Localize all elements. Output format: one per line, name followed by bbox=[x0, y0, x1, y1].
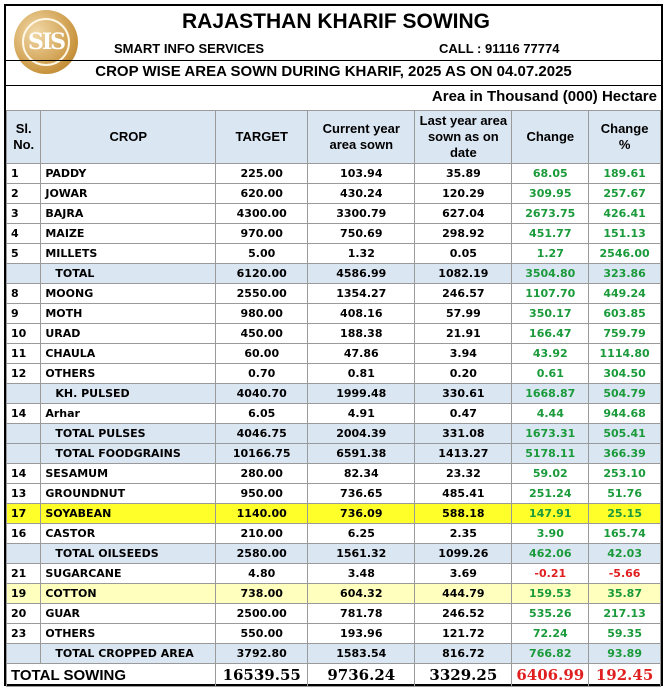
cell-target: 3792.80 bbox=[216, 644, 308, 664]
cell-sl: 9 bbox=[7, 304, 41, 324]
cell-pct: 366.39 bbox=[589, 444, 661, 464]
cell-target: 4.80 bbox=[216, 564, 308, 584]
cell-sl: 14 bbox=[7, 404, 41, 424]
cell-crop: PADDY bbox=[41, 164, 216, 184]
cell-change: 3504.80 bbox=[512, 264, 589, 284]
cell-crop: Arhar bbox=[41, 404, 216, 424]
cell-change: 535.26 bbox=[512, 604, 589, 624]
cell-last: 3329.25 bbox=[415, 664, 512, 687]
cell-target: 2500.00 bbox=[216, 604, 308, 624]
col-header-current: Current year area sown bbox=[308, 111, 415, 164]
cell-pct: 253.10 bbox=[589, 464, 661, 484]
cell-change: 766.82 bbox=[512, 644, 589, 664]
cell-pct: 42.03 bbox=[589, 544, 661, 564]
cell-current: 3.48 bbox=[308, 564, 415, 584]
cell-current: 1354.27 bbox=[308, 284, 415, 304]
cell-crop: MOTH bbox=[41, 304, 216, 324]
cell-last: 588.18 bbox=[415, 504, 512, 524]
cell-change: -0.21 bbox=[512, 564, 589, 584]
table-row bbox=[7, 404, 661, 424]
cell-crop: COTTON bbox=[41, 584, 216, 604]
sowing-table bbox=[6, 110, 661, 687]
cell-change: 1668.87 bbox=[512, 384, 589, 404]
cell-sl: 20 bbox=[7, 604, 41, 624]
cell-crop: MOONG bbox=[41, 284, 216, 304]
cell-crop: URAD bbox=[41, 324, 216, 344]
cell-crop: CHAULA bbox=[41, 344, 216, 364]
cell-last: 246.52 bbox=[415, 604, 512, 624]
cell-last: 0.20 bbox=[415, 364, 512, 384]
col-header-last: Last year area sown as on date bbox=[415, 111, 512, 164]
table-row bbox=[7, 624, 661, 644]
table-row bbox=[7, 184, 661, 204]
cell-current: 781.78 bbox=[308, 604, 415, 624]
cell-crop: GROUNDNUT bbox=[41, 484, 216, 504]
cell-sl: 8 bbox=[7, 284, 41, 304]
table-header-row bbox=[7, 111, 661, 164]
cell-current: 1.32 bbox=[308, 244, 415, 264]
cell-sl bbox=[7, 264, 41, 284]
cell-crop: OTHERS bbox=[41, 624, 216, 644]
table-row bbox=[7, 244, 661, 264]
cell-sl: 10 bbox=[7, 324, 41, 344]
cell-current: 3300.79 bbox=[308, 204, 415, 224]
cell-crop: MAIZE bbox=[41, 224, 216, 244]
cell-pct: 151.13 bbox=[589, 224, 661, 244]
cell-sl: 14 bbox=[7, 464, 41, 484]
cell-last: 331.08 bbox=[415, 424, 512, 444]
cell-last: 816.72 bbox=[415, 644, 512, 664]
cell-crop: TOTAL bbox=[41, 264, 216, 284]
cell-pct: 759.79 bbox=[589, 324, 661, 344]
cell-current: 736.09 bbox=[308, 504, 415, 524]
cell-current: 188.38 bbox=[308, 324, 415, 344]
cell-sl bbox=[7, 644, 41, 664]
cell-last: 23.32 bbox=[415, 464, 512, 484]
subtotal-row bbox=[7, 384, 661, 404]
cell-sl: 11 bbox=[7, 344, 41, 364]
cell-target: 4300.00 bbox=[216, 204, 308, 224]
cell-change: 159.53 bbox=[512, 584, 589, 604]
cell-target: 0.70 bbox=[216, 364, 308, 384]
cell-pct: 449.24 bbox=[589, 284, 661, 304]
cell-sl bbox=[7, 544, 41, 564]
cell-change: 166.47 bbox=[512, 324, 589, 344]
table-row bbox=[7, 224, 661, 244]
cell-change: 4.44 bbox=[512, 404, 589, 424]
divider bbox=[6, 85, 661, 86]
cell-last: 1082.19 bbox=[415, 264, 512, 284]
cell-change: 451.77 bbox=[512, 224, 589, 244]
cell-sl: 5 bbox=[7, 244, 41, 264]
cell-last: 121.72 bbox=[415, 624, 512, 644]
cell-target: 6.05 bbox=[216, 404, 308, 424]
report-sheet bbox=[4, 4, 663, 686]
cell-change: 1.27 bbox=[512, 244, 589, 264]
cell-target: 2550.00 bbox=[216, 284, 308, 304]
cell-target: 950.00 bbox=[216, 484, 308, 504]
cell-change: 68.05 bbox=[512, 164, 589, 184]
cell-last: 21.91 bbox=[415, 324, 512, 344]
cell-current: 430.24 bbox=[308, 184, 415, 204]
cell-target: 1140.00 bbox=[216, 504, 308, 524]
cell-target: 10166.75 bbox=[216, 444, 308, 464]
cell-last: 57.99 bbox=[415, 304, 512, 324]
table-row bbox=[7, 564, 661, 584]
cell-sl: 16 bbox=[7, 524, 41, 544]
cell-current: 1561.32 bbox=[308, 544, 415, 564]
subtotal-row bbox=[7, 424, 661, 444]
cell-change: 72.24 bbox=[512, 624, 589, 644]
cell-sl bbox=[7, 424, 41, 444]
cell-current: 4.91 bbox=[308, 404, 415, 424]
cell-change: 0.61 bbox=[512, 364, 589, 384]
cell-crop: GUAR bbox=[41, 604, 216, 624]
table-row bbox=[7, 584, 661, 604]
cell-last: 444.79 bbox=[415, 584, 512, 604]
cell-pct: 93.89 bbox=[589, 644, 661, 664]
cell-target: 60.00 bbox=[216, 344, 308, 364]
cell-target: 6120.00 bbox=[216, 264, 308, 284]
cell-last: 246.57 bbox=[415, 284, 512, 304]
cell-current: 82.34 bbox=[308, 464, 415, 484]
cell-current: 408.16 bbox=[308, 304, 415, 324]
cell-pct: 25.15 bbox=[589, 504, 661, 524]
call-number: CALL : 91116 77774 bbox=[439, 41, 560, 56]
cell-target: 210.00 bbox=[216, 524, 308, 544]
cell-crop: KH. PULSED bbox=[41, 384, 216, 404]
cell-current: 9736.24 bbox=[308, 664, 415, 687]
cell-sl: 23 bbox=[7, 624, 41, 644]
cell-current: 6591.38 bbox=[308, 444, 415, 464]
cell-change: 147.91 bbox=[512, 504, 589, 524]
cell-pct: 504.79 bbox=[589, 384, 661, 404]
cell-crop: SOYABEAN bbox=[41, 504, 216, 524]
cell-current: 4586.99 bbox=[308, 264, 415, 284]
subtotal-row bbox=[7, 644, 661, 664]
cell-sl: 21 bbox=[7, 564, 41, 584]
cell-sl: 3 bbox=[7, 204, 41, 224]
cell-crop: BAJRA bbox=[41, 204, 216, 224]
table-row bbox=[7, 284, 661, 304]
cell-change: 59.02 bbox=[512, 464, 589, 484]
cell-pct: 217.13 bbox=[589, 604, 661, 624]
page-title: RAJASTHAN KHARIF SOWING bbox=[182, 10, 490, 33]
cell-sl: 17 bbox=[7, 504, 41, 524]
cell-pct: 304.50 bbox=[589, 364, 661, 384]
grand-total-row bbox=[7, 664, 661, 687]
cell-target: 225.00 bbox=[216, 164, 308, 184]
cell-sl: 1 bbox=[7, 164, 41, 184]
table-row bbox=[7, 604, 661, 624]
cell-crop: TOTAL CROPPED AREA bbox=[41, 644, 216, 664]
table-row bbox=[7, 464, 661, 484]
cell-change: 2673.75 bbox=[512, 204, 589, 224]
cell-sl: 19 bbox=[7, 584, 41, 604]
col-header-change-pct: Change % bbox=[589, 111, 661, 164]
cell-change: 6406.99 bbox=[512, 664, 589, 687]
cell-pct: 1114.80 bbox=[589, 344, 661, 364]
cell-current: 2004.39 bbox=[308, 424, 415, 444]
table-row bbox=[7, 524, 661, 544]
cell-pct: 323.86 bbox=[589, 264, 661, 284]
cell-last: 0.47 bbox=[415, 404, 512, 424]
cell-last: 1413.27 bbox=[415, 444, 512, 464]
cell-target: 550.00 bbox=[216, 624, 308, 644]
col-header-change: Change bbox=[512, 111, 589, 164]
cell-last: 3.69 bbox=[415, 564, 512, 584]
cell-target: 4040.70 bbox=[216, 384, 308, 404]
cell-current: 6.25 bbox=[308, 524, 415, 544]
cell-crop: JOWAR bbox=[41, 184, 216, 204]
cell-change: 1107.70 bbox=[512, 284, 589, 304]
cell-last: 0.05 bbox=[415, 244, 512, 264]
cell-pct: 603.85 bbox=[589, 304, 661, 324]
cell-target: 280.00 bbox=[216, 464, 308, 484]
table-row bbox=[7, 324, 661, 344]
cell-last: 330.61 bbox=[415, 384, 512, 404]
sis-logo-icon: SIS bbox=[14, 10, 78, 74]
cell-change: 309.95 bbox=[512, 184, 589, 204]
cell-crop: MILLETS bbox=[41, 244, 216, 264]
cell-pct: 505.41 bbox=[589, 424, 661, 444]
cell-crop: SESAMUM bbox=[41, 464, 216, 484]
cell-current: 750.69 bbox=[308, 224, 415, 244]
cell-last: 120.29 bbox=[415, 184, 512, 204]
cell-sl bbox=[7, 444, 41, 464]
cell-target: 738.00 bbox=[216, 584, 308, 604]
cell-current: 1999.48 bbox=[308, 384, 415, 404]
cell-target: 4046.75 bbox=[216, 424, 308, 444]
report-subtitle: CROP WISE AREA SOWN DURING KHARIF, 2025 AS ON 04.07.2025 bbox=[95, 63, 572, 80]
cell-last: 35.89 bbox=[415, 164, 512, 184]
cell-sl: 2 bbox=[7, 184, 41, 204]
cell-current: 604.32 bbox=[308, 584, 415, 604]
col-header-crop: CROP bbox=[41, 111, 216, 164]
cell-last: 2.35 bbox=[415, 524, 512, 544]
cell-target: 16539.55 bbox=[216, 664, 308, 687]
cell-sl bbox=[7, 384, 41, 404]
table-row bbox=[7, 204, 661, 224]
table-row bbox=[7, 504, 661, 524]
cell-current: 736.65 bbox=[308, 484, 415, 504]
cell-change: 251.24 bbox=[512, 484, 589, 504]
table-row bbox=[7, 304, 661, 324]
cell-crop: SUGARCANE bbox=[41, 564, 216, 584]
unit-label: Area in Thousand (000) Hectare bbox=[431, 88, 657, 105]
cell-pct: 426.41 bbox=[589, 204, 661, 224]
cell-pct: 257.67 bbox=[589, 184, 661, 204]
subtotal-row bbox=[7, 444, 661, 464]
table-row bbox=[7, 364, 661, 384]
table-row bbox=[7, 344, 661, 364]
company-name: SMART INFO SERVICES bbox=[114, 41, 265, 56]
cell-pct: 165.74 bbox=[589, 524, 661, 544]
cell-target: 5.00 bbox=[216, 244, 308, 264]
cell-change: 3.90 bbox=[512, 524, 589, 544]
cell-pct: 192.45 bbox=[589, 664, 661, 687]
cell-current: 193.96 bbox=[308, 624, 415, 644]
cell-target: 450.00 bbox=[216, 324, 308, 344]
cell-sl: 4 bbox=[7, 224, 41, 244]
cell-current: 103.94 bbox=[308, 164, 415, 184]
cell-pct: 944.68 bbox=[589, 404, 661, 424]
cell-change: 462.06 bbox=[512, 544, 589, 564]
cell-pct: 59.35 bbox=[589, 624, 661, 644]
cell-last: 485.41 bbox=[415, 484, 512, 504]
cell-target: 980.00 bbox=[216, 304, 308, 324]
cell-crop: CASTOR bbox=[41, 524, 216, 544]
cell-change: 350.17 bbox=[512, 304, 589, 324]
cell-last: 3.94 bbox=[415, 344, 512, 364]
col-header-sl: Sl. No. bbox=[7, 111, 41, 164]
col-header-target: TARGET bbox=[216, 111, 308, 164]
cell-crop: TOTAL PULSES bbox=[41, 424, 216, 444]
cell-crop: TOTAL FOODGRAINS bbox=[41, 444, 216, 464]
table-body bbox=[7, 164, 661, 687]
cell-last: 1099.26 bbox=[415, 544, 512, 564]
cell-last: 298.92 bbox=[415, 224, 512, 244]
cell-change: 5178.11 bbox=[512, 444, 589, 464]
cell-label: TOTAL SOWING bbox=[7, 664, 216, 687]
cell-target: 620.00 bbox=[216, 184, 308, 204]
cell-current: 47.86 bbox=[308, 344, 415, 364]
cell-last: 627.04 bbox=[415, 204, 512, 224]
cell-target: 970.00 bbox=[216, 224, 308, 244]
subtotal-row bbox=[7, 264, 661, 284]
cell-crop: OTHERS bbox=[41, 364, 216, 384]
divider bbox=[6, 60, 661, 61]
cell-sl: 12 bbox=[7, 364, 41, 384]
cell-current: 1583.54 bbox=[308, 644, 415, 664]
cell-pct: 51.76 bbox=[589, 484, 661, 504]
table-row bbox=[7, 484, 661, 504]
cell-pct: 35.87 bbox=[589, 584, 661, 604]
table-row bbox=[7, 164, 661, 184]
cell-target: 2580.00 bbox=[216, 544, 308, 564]
cell-crop: TOTAL OILSEEDS bbox=[41, 544, 216, 564]
cell-change: 43.92 bbox=[512, 344, 589, 364]
subtotal-row bbox=[7, 544, 661, 564]
cell-current: 0.81 bbox=[308, 364, 415, 384]
cell-pct: -5.66 bbox=[589, 564, 661, 584]
cell-sl: 13 bbox=[7, 484, 41, 504]
cell-pct: 2546.00 bbox=[589, 244, 661, 264]
cell-change: 1673.31 bbox=[512, 424, 589, 444]
cell-pct: 189.61 bbox=[589, 164, 661, 184]
